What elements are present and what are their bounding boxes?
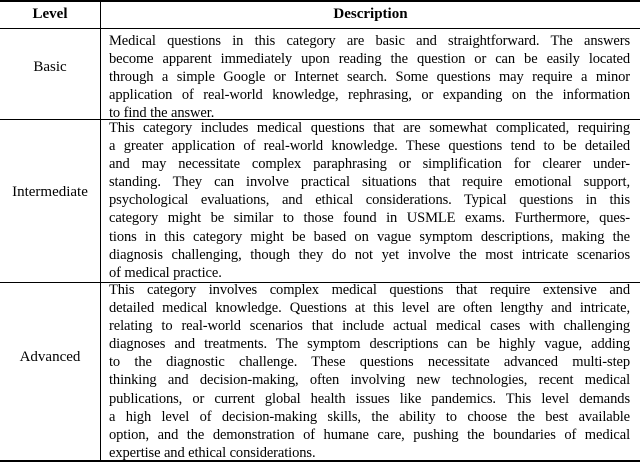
description-line: publications, or current global health issues like pandemics. This level demands (109, 390, 630, 407)
description-line: option, and the demonstration of humane care, pushing the boundaries of medical (109, 426, 630, 443)
description-basic (109, 32, 630, 122)
description-line: and may necessitate complex paraphrasing or simplification for clearer under- (109, 156, 630, 173)
description-line: to the diagnostic challenge. These questions necessitate advanced multi-step (109, 354, 630, 371)
level-advanced: Advanced (19, 349, 81, 365)
description-line: tions in this category might be based on vague symptom descriptions, making the (109, 228, 630, 245)
description-line: psychological evaluations, and ethical considerations. Typical questions in this (109, 192, 630, 209)
description-line: of medical practice. (109, 264, 222, 281)
header-description: Description (333, 6, 408, 22)
description-line: to find the answer. (109, 105, 215, 122)
description-line: thinking and decision-making, often involving new technologies, recent medical (109, 372, 630, 389)
description-line: relating to real-world scenarios that include actual medical cases with challenging (109, 318, 630, 335)
level-basic: Basic (33, 59, 67, 75)
description-advanced (109, 281, 630, 462)
description-line: through a simple Google or Internet search. Some questions may require a minor (109, 69, 630, 86)
header-level: Level (32, 6, 68, 22)
description-line: diagnoses and treatments. The symptom descriptions can be highly vague, adding (109, 336, 630, 353)
description-line: This category involves complex medical questions that require extensive and (109, 282, 630, 298)
description-line: category might be similar to those found in USMLE exams. Furthermore, ques- (109, 210, 630, 227)
level-intermediate: Intermediate (12, 184, 88, 200)
column-divider (100, 0, 101, 462)
description-line: standing. They can involve practical situations that require emotional support, (109, 174, 630, 191)
description-line: application of real-world knowledge, rephrasing, or expanding on the information (109, 87, 630, 104)
description-line: expertise and ethical considerations. (109, 444, 316, 461)
description-line: become apparent immediately upon reading the question or can be easily located (109, 51, 630, 68)
description-line: detailed medical knowledge. Questions at this level are often lengthy and intricate, (109, 300, 630, 317)
description-intermediate (109, 119, 630, 282)
description-line: a greater application of real-world knowledge. These questions tend to be detailed (109, 138, 630, 155)
description-line: This category includes medical questions that are somewhat complicated, requiring (109, 120, 630, 136)
description-line: a high level of decision-making skills, the ability to choose the best available (109, 408, 630, 425)
table-header-rule (0, 28, 640, 29)
description-line: Medical questions in this category are basic and straightforward. The answers (109, 33, 630, 49)
description-line: diagnosis challenging, though they do not yet involve the most intricate scenarios (109, 246, 630, 263)
table-top-rule (0, 0, 640, 2)
